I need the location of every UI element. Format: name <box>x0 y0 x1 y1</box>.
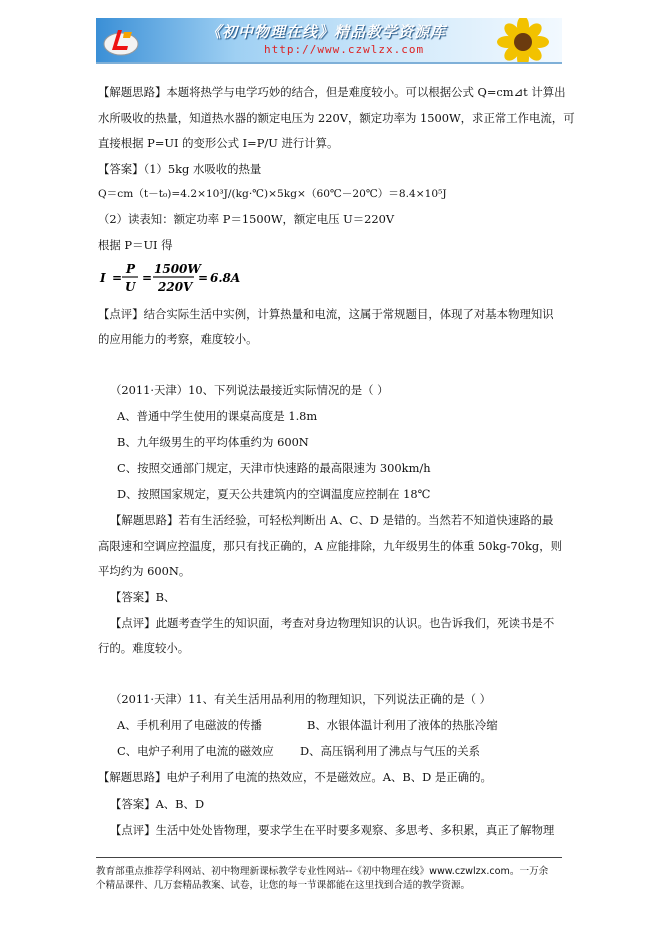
text-line: 行的。难度较小。 <box>98 641 190 655</box>
footer-line-1: 教育部重点推荐学科网站、初中物理新课标教学专业性网站--《初中物理在线》www.czwlzx.com。一万余 <box>96 866 549 877</box>
question-title: （2011·天津）11、有关生活用品利用的物理知识，下列说法正确的是（ ） <box>110 692 492 706</box>
option-d: D、高压锅利用了沸点与气压的关系 <box>300 744 480 758</box>
option-a: A、普通中学生使用的课桌高度是 1.8m <box>117 409 318 423</box>
svg-text:=: = <box>142 271 153 285</box>
option-a: A、手机利用了电磁波的传播 <box>117 718 262 732</box>
option-c: C、按照交通部门规定，天津市快速路的最高限速为 300km/h <box>117 461 431 475</box>
header-banner <box>96 18 562 62</box>
formula-lhs: I <box>100 271 106 285</box>
footer-line-2: 个精品课件、几万套精品教案、试卷，让您的每一节课都能在这里找到合适的教学资源。 <box>96 880 471 891</box>
formula-num-2: 1500W <box>154 262 201 276</box>
footer-rule <box>96 857 562 858</box>
site-logo-icon <box>102 24 140 58</box>
text-line: 【点评】此题考查学生的知识面，考查对身边物理知识的认识。也告诉我们，死读书是不 <box>110 616 555 630</box>
formula-result: 6.8A <box>210 271 241 285</box>
option-b: B、九年级男生的平均体重约为 600N <box>117 435 309 449</box>
formula-num-1: P <box>126 262 136 276</box>
header-rule <box>96 62 562 64</box>
text-line: 根据 P＝UI 得 <box>98 238 173 252</box>
text-line: 【解题思路】若有生活经验，可轻松判断出 A、C、D 是错的。当然若不知道快速路的最 <box>110 513 554 527</box>
formula-den-1: U <box>125 280 136 294</box>
answer-line: 【答案】B、 <box>110 590 176 604</box>
formula-den-2: 220V <box>158 280 193 294</box>
text-line: 【点评】生活中处处皆物理，要求学生在平时要多观察、多思考、多积累，真正了解物理 <box>110 823 555 837</box>
option-b: B、水银体温计利用了液体的热胀冷缩 <box>307 718 498 732</box>
svg-text:=: = <box>112 271 123 285</box>
text-line: 【解题思路】本题将热学与电学巧妙的结合，但是难度较小。可以根据公式 Q=cm⊿t 计算出 <box>98 85 566 99</box>
banner-title: 《初中物理在线》精品教学资源库 <box>206 23 447 41</box>
text-line: Q＝cm（t－t₀)=4.2×10³J/(kg·℃)×5kg×（60℃－20℃）＝8.4×10⁵J <box>98 188 447 200</box>
text-line: 水所吸收的热量，知道热水器的额定电压为 220V，额定功率为 1500W，求正常工作电流，可 <box>98 111 575 125</box>
option-c: C、电炉子利用了电流的磁效应 <box>117 744 274 758</box>
question-title: （2011·天津）10、下列说法最接近实际情况的是（ ） <box>110 383 389 397</box>
banner-url[interactable]: http://www.czwlzx.com <box>264 43 425 56</box>
formula <box>98 261 248 295</box>
text-line: 【点评】结合实际生活中实例，计算热量和电流，这属于常规题目，体现了对基本物理知识 <box>98 307 554 321</box>
answer-line: 【答案】A、B、D <box>110 797 205 811</box>
text-line: （2）读表知：额定功率 P＝1500W，额定电压 U＝220V <box>98 212 395 226</box>
text-line: 直接根据 P=UI 的变形公式 I=P/U 进行计算。 <box>98 136 339 150</box>
sunflower-icon <box>488 18 558 62</box>
text-line: 高限速和空调应控温度，那只有找正确的，A 应能排除，九年级男生的体重 50kg-70kg，则 <box>98 539 562 553</box>
text-line: 平均约为 600N。 <box>98 564 191 578</box>
text-line: 的应用能力的考察，难度较小。 <box>98 332 258 346</box>
text-line: 【解题思路】电炉子利用了电流的热效应，不是磁效应。A、B、D 是正确的。 <box>98 770 492 784</box>
svg-text:=: = <box>198 271 209 285</box>
option-d: D、按照国家规定，夏天公共建筑内的空调温度应控制在 18℃ <box>117 487 431 501</box>
text-line: 【答案】（1）5kg 水吸收的热量 <box>98 162 262 176</box>
